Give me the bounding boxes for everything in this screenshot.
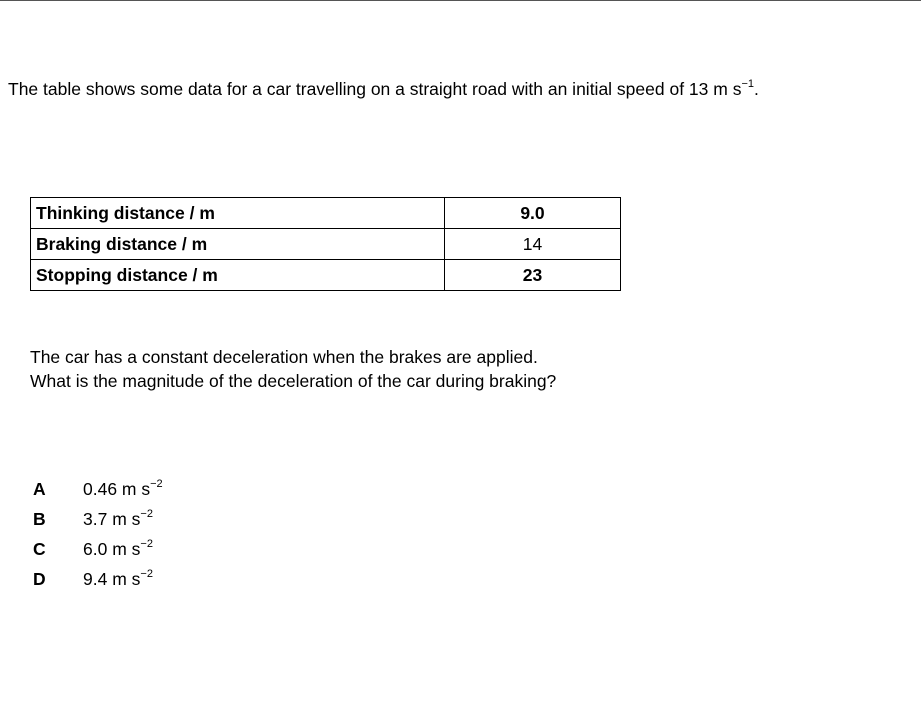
top-divider bbox=[0, 0, 921, 1]
braking-distance-value: 14 bbox=[445, 229, 621, 260]
option-letter: B bbox=[33, 508, 46, 529]
thinking-distance-value: 9.0 bbox=[445, 198, 621, 229]
braking-distance-label: Braking distance / m bbox=[31, 229, 445, 260]
intro-text: The table shows some data for a car travelling on a straight road with an initial speed of 13 m s bbox=[8, 79, 742, 99]
option-value: 9.4 m $s^{-2}$ bbox=[83, 567, 153, 589]
option-c[interactable] bbox=[33, 534, 163, 564]
stem-line-2: What is the magnitude of the deceleration of the car during braking? bbox=[30, 371, 557, 391]
option-letter: A bbox=[33, 478, 46, 499]
option-b[interactable] bbox=[33, 504, 163, 534]
option-letter: C bbox=[33, 538, 46, 559]
stem-line-1: The car has a constant deceleration when the brakes are applied. bbox=[30, 347, 538, 367]
stopping-distance-label: Stopping distance / m bbox=[31, 260, 445, 291]
table-row bbox=[31, 260, 621, 291]
intro-end: . bbox=[754, 79, 759, 99]
intro-exponent: −1 bbox=[741, 78, 754, 91]
option-d[interactable] bbox=[33, 564, 163, 594]
table-row bbox=[31, 229, 621, 260]
data-table bbox=[30, 197, 621, 291]
option-value: 0.46 m $s^{-2}$ bbox=[83, 477, 163, 499]
table-row bbox=[31, 198, 621, 229]
question-intro bbox=[8, 79, 759, 100]
option-a[interactable] bbox=[33, 474, 163, 504]
option-value: 3.7 m $s^{-2}$ bbox=[83, 507, 153, 529]
answer-options bbox=[33, 474, 163, 594]
option-letter: D bbox=[33, 568, 46, 589]
question-stem bbox=[30, 345, 556, 393]
thinking-distance-label: Thinking distance / m bbox=[31, 198, 445, 229]
stopping-distance-value: 23 bbox=[445, 260, 621, 291]
option-value: 6.0 m $s^{-2}$ bbox=[83, 537, 153, 559]
